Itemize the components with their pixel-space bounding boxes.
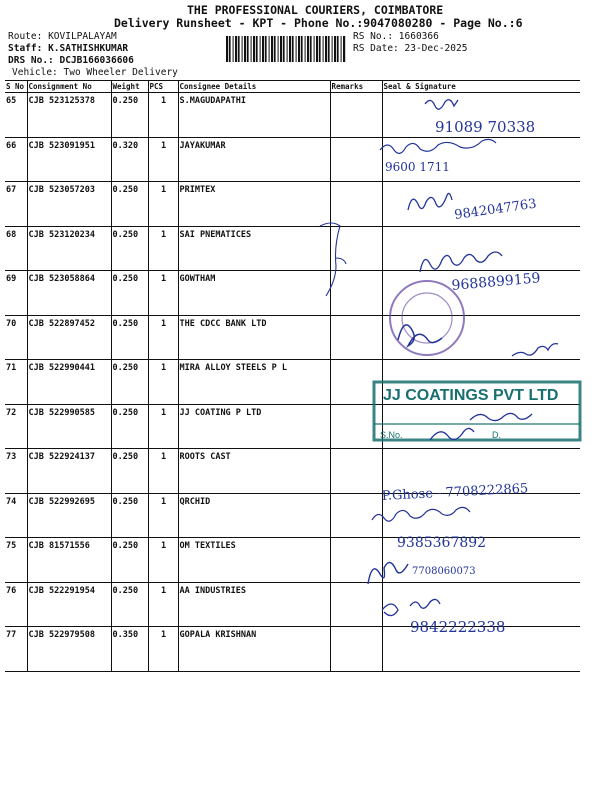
row-consignee-name: THE CDCC BANK LTD xyxy=(178,315,330,360)
signature-phone-69: 9688899159 xyxy=(450,270,542,294)
row-remarks xyxy=(330,538,382,583)
row-pcs: 1 xyxy=(148,449,178,494)
row-pcs: 1 xyxy=(148,182,178,227)
table-row xyxy=(5,93,580,138)
row-sno: 69 xyxy=(5,271,27,316)
row-remarks xyxy=(330,271,382,316)
row-pcs: 1 xyxy=(148,360,178,405)
row-weight: 0.250 xyxy=(111,538,148,583)
row-signature-cell xyxy=(382,493,580,538)
route-line xyxy=(8,31,117,42)
row-signature-cell xyxy=(382,271,580,316)
row-pcs: 1 xyxy=(148,627,178,672)
row-pcs: 1 xyxy=(148,315,178,360)
table-row xyxy=(5,226,580,271)
row-signature-cell xyxy=(382,360,580,405)
row-weight: 0.250 xyxy=(111,582,148,627)
signature-phone-74: P.Ghose - 7708222865 xyxy=(381,481,529,504)
table-row xyxy=(5,449,580,494)
row-signature-cell xyxy=(382,93,580,138)
row-pcs: 1 xyxy=(148,271,178,316)
row-consignment-no: CJB 522990585 xyxy=(27,404,111,449)
row-sno: 65 xyxy=(5,93,27,138)
row-consignment-no: CJB 523058864 xyxy=(27,271,111,316)
row-consignee-name: PRIMTEX xyxy=(178,182,330,227)
runsheet-title: Delivery Runsheet - KPT - Phone No.:9047080280 - Page No.:6 xyxy=(114,16,523,30)
rs-no-value: 1660366 xyxy=(398,31,439,42)
row-signature-cell xyxy=(382,315,580,360)
row-sno: 67 xyxy=(5,182,27,227)
drs-line xyxy=(8,55,134,66)
row-consignment-no: CJB 522979508 xyxy=(27,627,111,672)
rs-date-value: 23-Dec-2025 xyxy=(404,43,468,54)
rs-no-label: RS No.: xyxy=(353,31,394,42)
row-consignee-name: ROOTS CAST xyxy=(178,449,330,494)
row-remarks xyxy=(330,404,382,449)
row-consignee-name: MIRA ALLOY STEELS P L xyxy=(178,360,330,405)
row-consignment-no: CJB 522291954 xyxy=(27,582,111,627)
col-remarks: Remarks xyxy=(330,81,382,93)
table-header-row xyxy=(5,81,580,93)
runsheet-table xyxy=(5,80,580,672)
row-signature-cell xyxy=(382,137,580,182)
row-pcs: 1 xyxy=(148,538,178,583)
col-consignee: Consignee Details xyxy=(178,81,330,93)
row-remarks xyxy=(330,93,382,138)
row-remarks xyxy=(330,360,382,405)
row-consignee-name: JJ COATING P LTD xyxy=(178,404,330,449)
row-remarks xyxy=(330,493,382,538)
row-remarks xyxy=(330,627,382,672)
row-remarks xyxy=(330,582,382,627)
col-weight: Weight xyxy=(111,81,148,93)
col-signature: Seal & Signature xyxy=(382,81,580,93)
row-consignment-no: CJB 522990441 xyxy=(27,360,111,405)
table-row xyxy=(5,271,580,316)
row-weight: 0.350 xyxy=(111,627,148,672)
vehicle-value: Two Wheeler Delivery xyxy=(63,67,178,78)
table-row xyxy=(5,315,580,360)
table-row xyxy=(5,582,580,627)
row-weight: 0.250 xyxy=(111,226,148,271)
row-remarks xyxy=(330,449,382,494)
drs-label: DRS No.: xyxy=(8,55,54,66)
company-stamp-text: JJ COATINGS PVT LTD xyxy=(383,387,559,404)
row-weight: 0.320 xyxy=(111,137,148,182)
row-signature-cell xyxy=(382,182,580,227)
row-signature-cell xyxy=(382,449,580,494)
row-signature-cell xyxy=(382,627,580,672)
vehicle-line xyxy=(12,67,178,78)
row-consignment-no: CJB 523120234 xyxy=(27,226,111,271)
table-row xyxy=(5,137,580,182)
row-consignee-name: GOWTHAM xyxy=(178,271,330,316)
staff-line xyxy=(8,43,128,54)
row-remarks xyxy=(330,182,382,227)
signature-phone-65: 91089 70338 xyxy=(435,118,536,136)
col-consignment: Consignment No xyxy=(27,81,111,93)
row-sno: 73 xyxy=(5,449,27,494)
row-consignee-name: JAYAKUMAR xyxy=(178,137,330,182)
stamp-date-label: D. xyxy=(492,430,501,440)
row-sno: 77 xyxy=(5,627,27,672)
row-consignee-name: OM TEXTILES xyxy=(178,538,330,583)
row-sno: 74 xyxy=(5,493,27,538)
barcode-image xyxy=(226,36,348,62)
row-sno: 71 xyxy=(5,360,27,405)
row-consignment-no: CJB 523057203 xyxy=(27,182,111,227)
col-sno: S No xyxy=(5,81,27,93)
row-consignment-no: CJB 522992695 xyxy=(27,493,111,538)
row-sno: 68 xyxy=(5,226,27,271)
row-weight: 0.250 xyxy=(111,182,148,227)
row-consignee-name: QRCHID xyxy=(178,493,330,538)
row-sno: 70 xyxy=(5,315,27,360)
row-weight: 0.250 xyxy=(111,449,148,494)
row-consignee-name: S.MAGUDAPATHI xyxy=(178,93,330,138)
row-pcs: 1 xyxy=(148,226,178,271)
rs-date-label: RS Date: xyxy=(353,43,399,54)
row-consignment-no: CJB 523125378 xyxy=(27,93,111,138)
table-row xyxy=(5,360,580,405)
row-signature-cell xyxy=(382,582,580,627)
row-consignment-no: CJB 81571556 xyxy=(27,538,111,583)
row-sno: 76 xyxy=(5,582,27,627)
row-consignee-name: GOPALA KRISHNAN xyxy=(178,627,330,672)
row-sno: 72 xyxy=(5,404,27,449)
row-pcs: 1 xyxy=(148,93,178,138)
row-pcs: 1 xyxy=(148,404,178,449)
row-consignment-no: CJB 523091951 xyxy=(27,137,111,182)
route-value: KOVILPALAYAM xyxy=(48,31,117,42)
table-row xyxy=(5,404,580,449)
route-label: Route: xyxy=(8,31,43,42)
row-weight: 0.250 xyxy=(111,315,148,360)
row-remarks xyxy=(330,226,382,271)
row-remarks xyxy=(330,137,382,182)
row-weight: 0.250 xyxy=(111,93,148,138)
company-title: THE PROFESSIONAL COURIERS, COIMBATORE xyxy=(187,3,444,17)
table-row xyxy=(5,182,580,227)
row-consignment-no: CJB 522897452 xyxy=(27,315,111,360)
row-consignee-name: SAI PNEMATICES xyxy=(178,226,330,271)
signature-phone-75: 9385367892 xyxy=(397,535,487,551)
row-signature-cell xyxy=(382,226,580,271)
table-row xyxy=(5,493,580,538)
staff-value: K.SATHISHKUMAR xyxy=(48,43,129,54)
row-sno: 66 xyxy=(5,137,27,182)
row-consignment-no: CJB 522924137 xyxy=(27,449,111,494)
row-remarks xyxy=(330,315,382,360)
rs-date-line xyxy=(353,43,467,54)
vehicle-label: Vehicle: xyxy=(12,67,58,78)
row-pcs: 1 xyxy=(148,137,178,182)
row-signature-cell xyxy=(382,404,580,449)
row-weight: 0.250 xyxy=(111,360,148,405)
signature-phone-77: 9842222338 xyxy=(410,618,506,636)
signature-phone-67: 9842047763 xyxy=(453,196,538,223)
table-row xyxy=(5,627,580,672)
signature-phone-76: 7708060073 xyxy=(412,566,476,577)
row-weight: 0.250 xyxy=(111,271,148,316)
row-pcs: 1 xyxy=(148,582,178,627)
row-signature-cell xyxy=(382,538,580,583)
rs-no-line xyxy=(353,31,439,42)
drs-value: DCJB166036606 xyxy=(59,55,134,66)
row-consignee-name: AA INDUSTRIES xyxy=(178,582,330,627)
row-weight: 0.250 xyxy=(111,493,148,538)
stamp-sno-label: S.No. xyxy=(380,430,403,440)
row-weight: 0.250 xyxy=(111,404,148,449)
table-row xyxy=(5,538,580,583)
col-pcs: PCS xyxy=(148,81,178,93)
signature-phone-66: 9600 1711 xyxy=(385,160,450,174)
row-pcs: 1 xyxy=(148,493,178,538)
row-sno: 75 xyxy=(5,538,27,583)
staff-label: Staff: xyxy=(8,43,43,54)
